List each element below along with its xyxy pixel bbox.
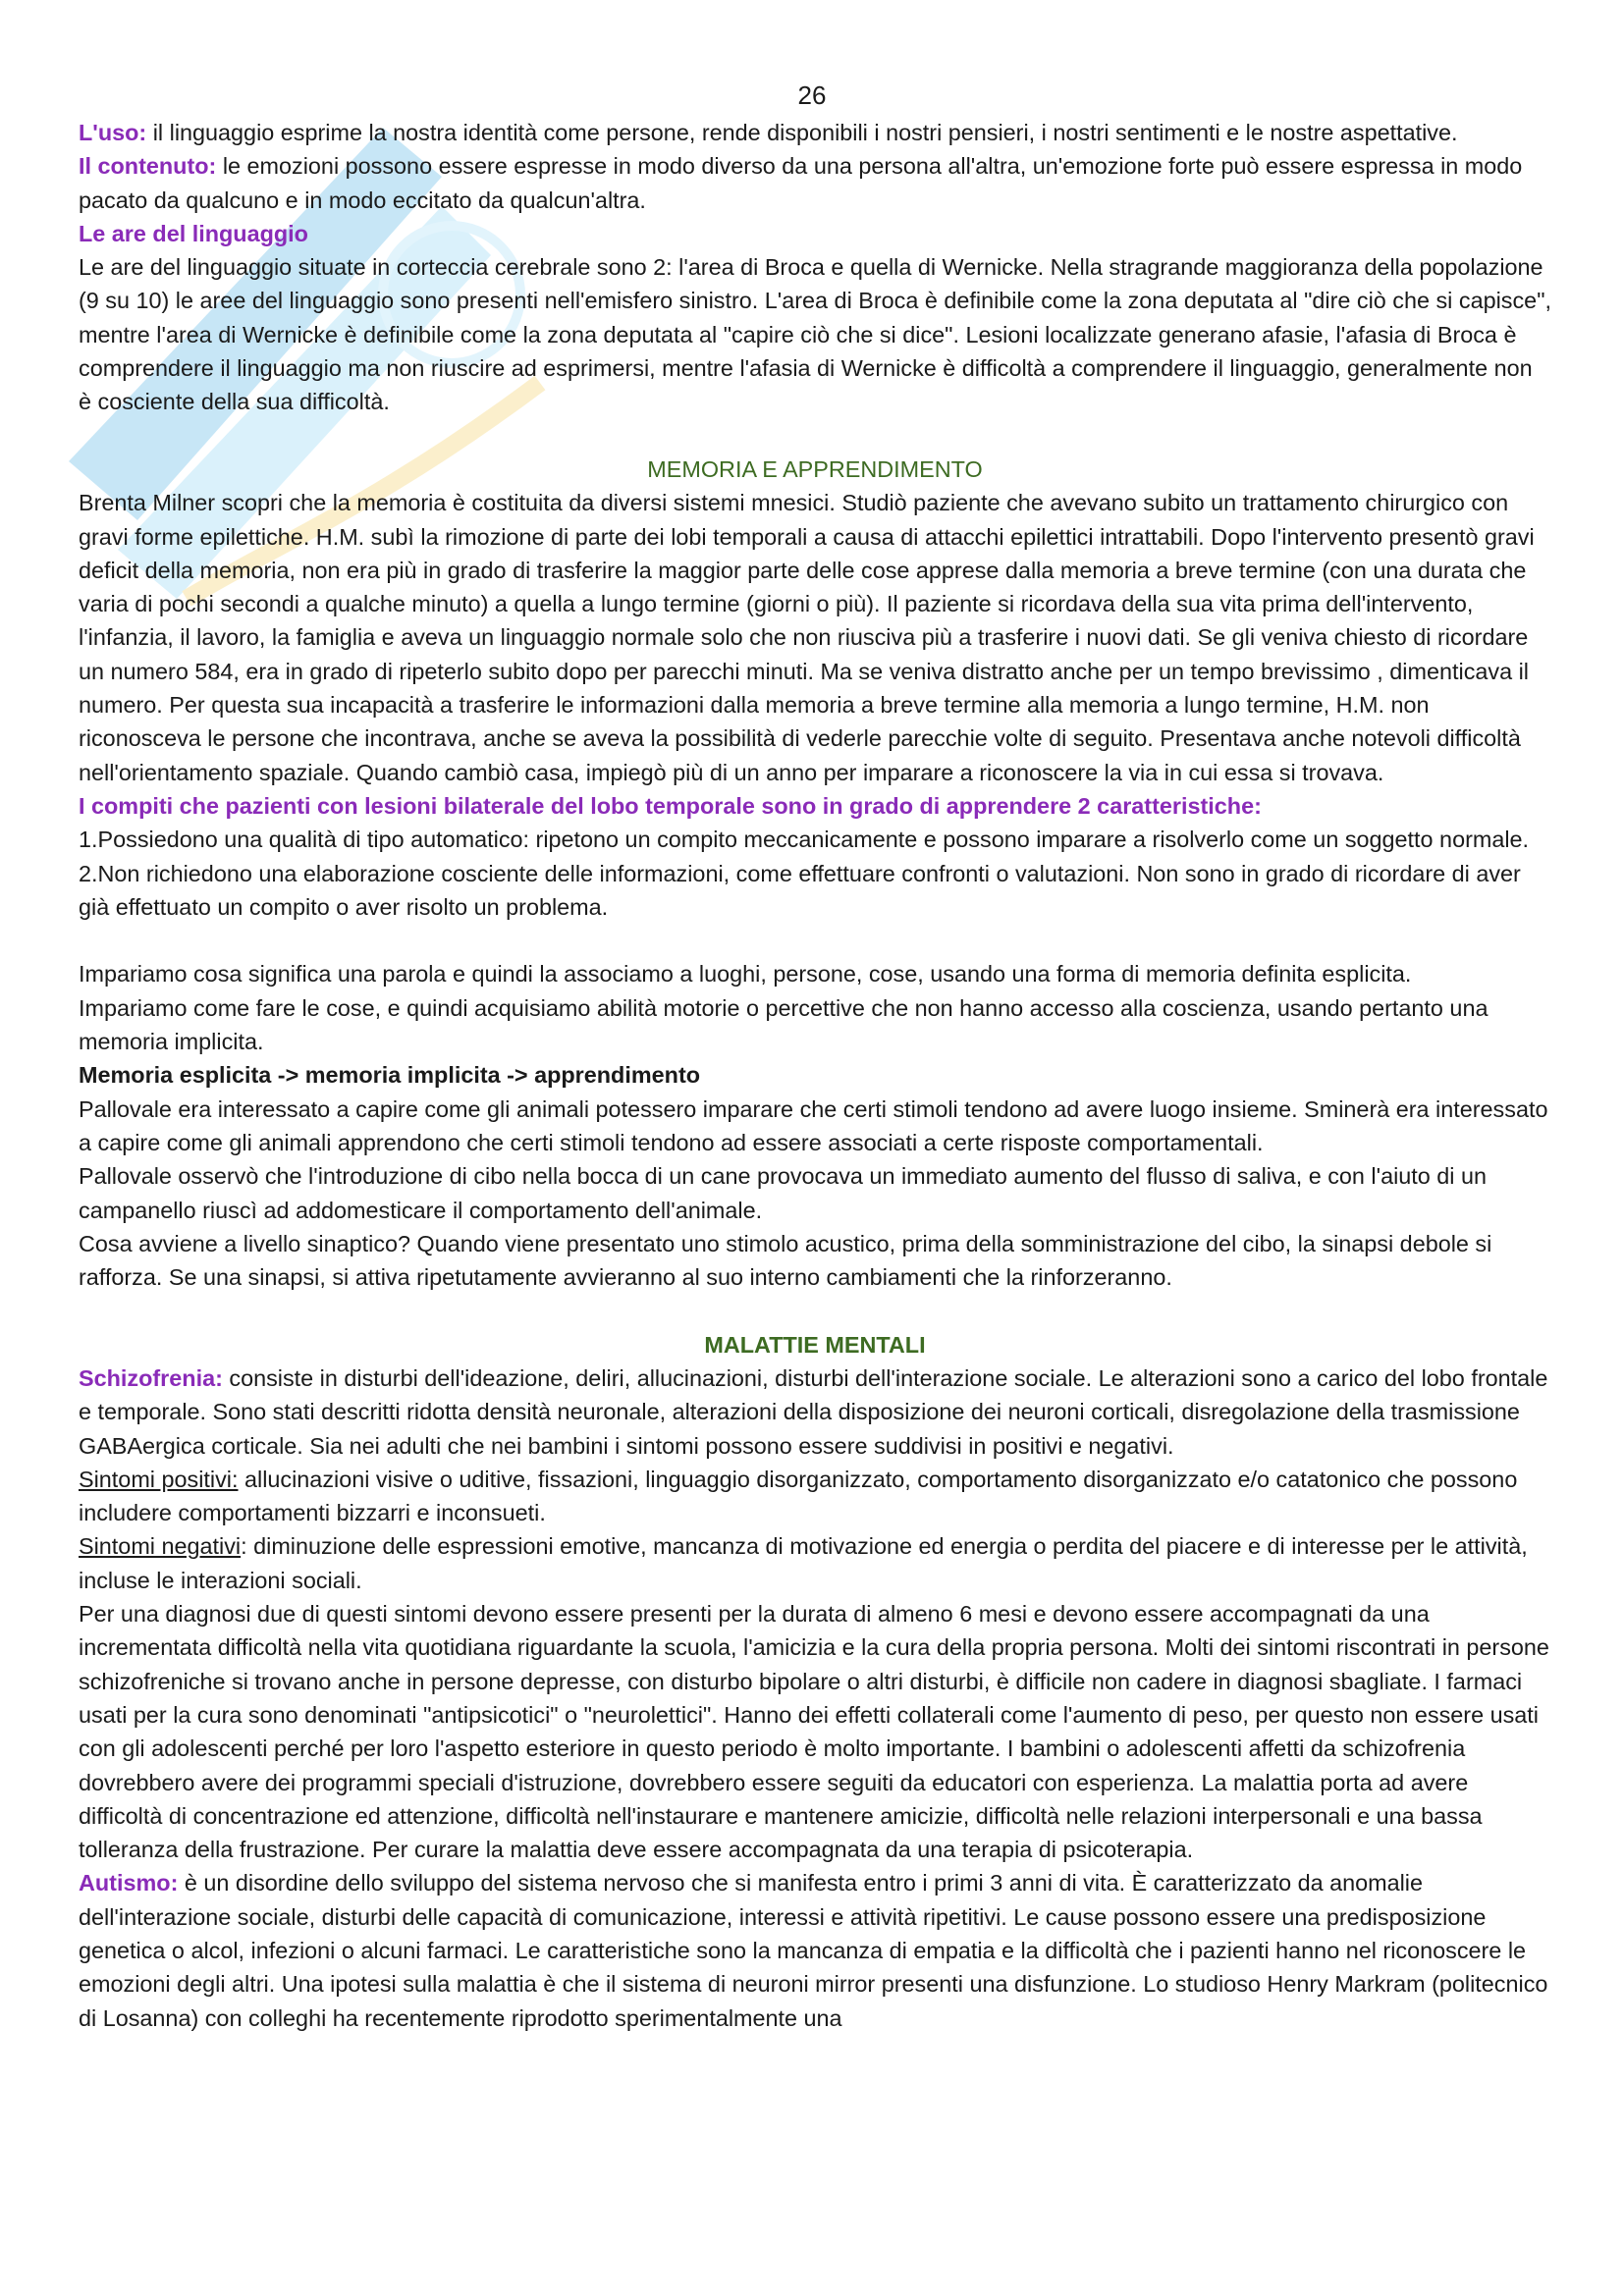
paragraph-autismo xyxy=(79,1866,1551,2034)
text-autismo: è un disordine dello sviluppo del sistema nervoso che si manifesta entro i primi 3 anni di vita. È caratterizzato da anomalie dell'interazione sociale, disturbi delle capacità di comunicazione, interessi e attività ripetitivi. Le cause possono essere una predisposizione genetica o alcol, infezioni o alcuni farmaci. Le caratteristiche sono la mancanza di empatia e la difficoltà che i pazienti hanno nel riconoscere le emozioni degli altri. Una ipotesi sulla malattia è che il sistema di neuroni mirror presenti una disfunzione. Lo studioso Henry Markram (politecnico di Losanna) con colleghi ha recentemente riprodotto sperimentalmente una xyxy=(79,1870,1548,2031)
page-number: 26 xyxy=(797,80,827,110)
label-sintomi-positivi: Sintomi positivi: xyxy=(79,1466,239,1492)
label-schizofrenia: Schizofrenia: xyxy=(79,1364,223,1391)
text-schizofrenia: consiste in disturbi dell'ideazione, deliri, allucinazioni, disturbi dell'interazione sociale. Le alterazioni sono a carico del lobo frontale e temporale. Sono stati descritti ridotta densità neuronale, alterazioni della disposizione dei neuroni corticali, disregolazione della trasmissione GABAergica corticale. Sia nei adulti che nei bambini i sintomi possono essere suddivisi in positivi e negativi. xyxy=(79,1364,1548,1459)
paragraph-pallovale-2: Pallovale osservò che l'introduzione di cibo nella bocca di un cane provocava un immediato aumento del flusso di saliva, e con l'aiuto di un campanello riuscì ad addomesticare il comportamento dell'animale. xyxy=(79,1163,1488,1223)
paragraph-impariamo-2: Impariamo come fare le cose, e quindi acquisiamo abilità motorie o percettive che non hanno accesso alla coscienza, usando pertanto una memoria implicita. xyxy=(79,994,1489,1055)
label-autismo: Autismo: xyxy=(79,1870,179,1896)
paragraph-sintomi-positivi xyxy=(79,1463,1551,1530)
document-body xyxy=(79,116,1551,2035)
heading-memoria-apprendimento: MEMORIA E APPRENDIMENTO xyxy=(647,455,983,482)
list-item-compiti-2: 2.Non richiedono una elaborazione cosciente delle informazioni, come effettuare confronti o valutazioni. Non sono in grado di ricordare di aver già effettuato un compito o aver risolto un problema. xyxy=(79,860,1521,920)
spacer xyxy=(79,419,1551,453)
label-contenuto: Il contenuto: xyxy=(79,153,217,180)
label-uso: L'uso: xyxy=(79,120,147,145)
text-uso: il linguaggio esprime la nostra identità come persone, rende disponibili i nostri pensieri, i nostri sentimenti e le nostre aspettative. xyxy=(146,120,1458,145)
text-sintomi-positivi: allucinazioni visive o uditive, fissazioni, linguaggio disorganizzato, comportamento disorganizzato e/o catatonico che possono includere comportamenti bizzarri e inconsueti. xyxy=(79,1466,1518,1526)
spacer xyxy=(79,924,1551,957)
title-memoria-esplicita: Memoria esplicita -> memoria implicita -> apprendimento xyxy=(79,1062,701,1089)
title-aree-linguaggio: Le are del linguaggio xyxy=(79,220,308,246)
paragraph-diagnosi: Per una diagnosi due di questi sintomi devono essere presenti per la durata di almeno 6 mesi e devono essere accompagnati da una incrementata difficoltà nella vita quotidiana riguardante la scuola, l'amicizia e la cura della propria persona. Molti dei sintomi riscontrati in persone schizofreniche si trovano anche in persone depresse, con disturbo bipolare o altri disturbi, è difficile non cadere in diagnosi sbagliate. I farmaci usati per la cura sono denominati "antipsicotici" o "neurolettici". Hanno dei effetti collaterali come l'aumento di peso, per questo non essere usati con gli adolescenti perché per loro l'aspetto esteriore in questo periodo è molto importante. I bambini o adolescenti affetti da schizofrenia dovrebbero avere dei programmi speciali d'istruzione, dovrebbero essere seguiti da educatori con esperienza. La malattia porta ad avere difficoltà di concentrazione ed attenzione, difficoltà nell'instaurare e mantenere amicizie, difficoltà nelle relazioni interpersonali e una bassa tolleranza della frustrazione. Per curare la malattia deve essere accompagnata da una terapia di psicoterapia. xyxy=(79,1601,1549,1863)
paragraph-impariamo-1: Impariamo cosa significa una parola e quindi la associamo a luoghi, persone, cose, usando una forma di memoria definita esplicita. xyxy=(79,961,1412,988)
spacer xyxy=(79,1294,1551,1327)
paragraph-sinaptico: Cosa avviene a livello sinaptico? Quando viene presentato uno stimolo acustico, prima della somministrazione del cibo, la sinapsi debole si rafforza. Se una sinapsi, si attiva ripetutamente avvieranno al suo interno cambiamenti che la rinforzeranno. xyxy=(79,1230,1492,1291)
paragraph-pallovale-1: Pallovale era interessato a capire come gli animali potessero imparare che certi stimoli tendono ad avere luogo insieme. Sminerà era interessato a capire come gli animali apprendono che certi stimoli tendono ad essere associati a certe risposte comportamentali. xyxy=(79,1095,1548,1155)
list-item-compiti-1: 1.Possiedono una qualità di tipo automatico: ripetono un compito meccanicamente e possono imparare a risolverlo come un soggetto normale. xyxy=(79,827,1530,853)
label-sintomi-negativi: Sintomi negativi xyxy=(79,1533,242,1560)
paragraph-uso xyxy=(79,116,1551,149)
paragraph-aree-linguaggio: Le are del linguaggio situate in corteccia cerebrale sono 2: l'area di Broca e quella di Wernicke. Nella stragrande maggioranza della popolazione (9 su 10) le aree del linguaggio sono presenti nell'emisfero sinistro. L'area di Broca è definibile come la zona deputata al "dire ciò che si capisce", mentre l'area di Wernicke è definibile come la zona deputata al "capire ciò che si dice". Lesioni localizzate generano afasie, l'afasia di Broca è comprendere il linguaggio ma non riuscire ad esprimersi, mentre l'afasia di Wernicke è difficoltà a comprendere il linguaggio, generalmente non è cosciente della sua difficoltà. xyxy=(79,254,1551,415)
paragraph-memoria: Brenta Milner scopri che la memoria è costituita da diversi sistemi mnesici. Studiò paziente che avevano subito un trattamento chirurgico con gravi forme epilettiche. H.M. subì la rimozione di parte dei lobi temporali a causa di attacchi epilettici intrattabili. Dopo l'intervento presentò gravi deficit della memoria, non era più in grado di trasferire la maggior parte delle cose apprese dalla memoria a breve termine (con una durata che varia di pochi secondi a qualche minuto) a quella a lungo termine (giorni o più). Il paziente si ricordava della sua vita prima dell'intervento, l'infanzia, il lavoro, la famiglia e aveva un linguaggio normale solo che non riusciva più a trasferire i nuovi dati. Se gli veniva chiesto di ricordare un numero 584, era in grado di ripeterlo subito dopo per parecchi minuti. Ma se veniva distratto anche per un tempo brevissimo , dimenticava il numero. Per questa sua incapacità a trasferire le informazioni dalla memoria a breve termine alla memoria a lungo termine, H.M. non riconosceva le persone che incontrava, anche se aveva la possibilità di vederle parecchie volte di seguito. Presentava anche notevoli difficoltà nell'orientamento spaziale. Quando cambiò casa, impiegò più di un anno per imparare a riconoscere la via in cui essa si trovava. xyxy=(79,490,1535,785)
title-compiti: I compiti che pazienti con lesioni bilaterale del lobo temporale sono in grado di apprendere 2 caratteristiche: xyxy=(79,792,1262,819)
heading-malattie-mentali: MALATTIE MENTALI xyxy=(704,1331,926,1358)
paragraph-schizofrenia xyxy=(79,1362,1551,1463)
text-sintomi-negativi: : diminuzione delle espressioni emotive, mancanza di motivazione ed energia o perdita del piacere e di interesse per le attività, incluse le interazioni sociali. xyxy=(79,1533,1528,1593)
paragraph-contenuto xyxy=(79,149,1551,217)
text-contenuto: le emozioni possono essere espresse in modo diverso da una persona all'altra, un'emozione forte può essere espressa in modo pacato da qualcuno e in modo eccitato da qualcun'altra. xyxy=(79,153,1523,213)
paragraph-sintomi-negativi xyxy=(79,1529,1551,1597)
